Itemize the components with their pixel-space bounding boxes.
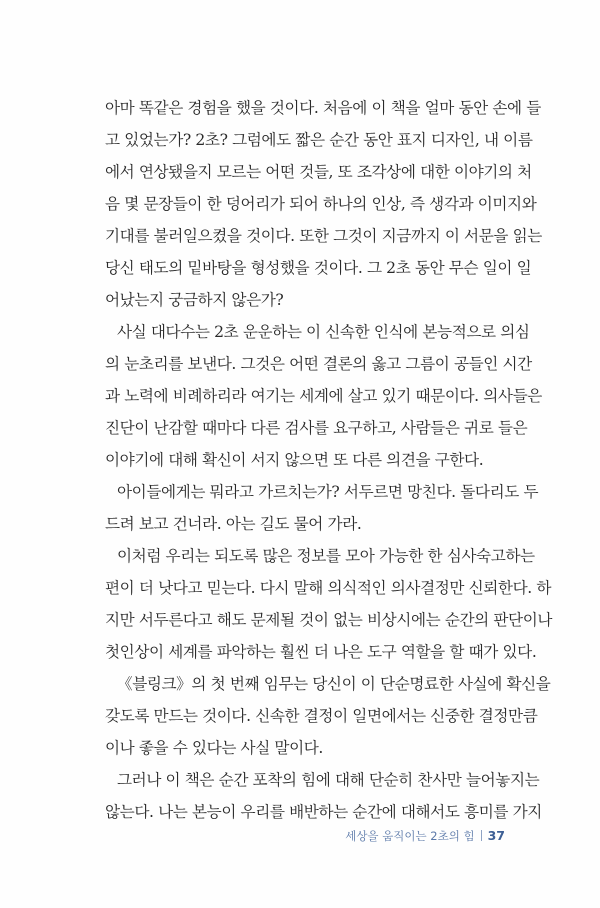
page-number: 37 bbox=[487, 828, 505, 843]
text-line: 당신 태도의 밑바탕을 형성했을 것이다. 그 2초 동안 무슨 일이 일 bbox=[105, 259, 532, 277]
text-line: 어났는지 궁금하지 않은가? bbox=[105, 291, 284, 309]
text-line: 이야기에 대해 확신이 서지 않으면 또 다른 의견을 구한다. bbox=[105, 451, 484, 469]
text-line: 에서 연상됐을지 모르는 어떤 것들, 또 조각상에 대한 이야기의 처 bbox=[105, 163, 532, 181]
text-line: 아마 똑같은 경험을 했을 것이다. 처음에 이 책을 얼마 동안 손에 들 bbox=[105, 99, 541, 117]
text-line: 음 몇 문장들이 한 덩어리가 되어 하나의 인상, 즉 생각과 이미지와 bbox=[105, 195, 537, 213]
text-line: 과 노력에 비례하리라 여기는 세계에 살고 있기 때문이다. 의사들은 bbox=[105, 387, 542, 405]
text-line: 그러나 이 책은 순간 포착의 힘에 대해 단순히 찬사만 늘어놓지는 bbox=[117, 771, 540, 789]
text-line: 사실 대다수는 2초 운운하는 이 신속한 인식에 본능적으로 의심 bbox=[117, 323, 530, 341]
text-line: 《블링크》의 첫 번째 임무는 당신이 이 단순명료한 사실에 확신을 bbox=[117, 675, 551, 693]
text-line: 이처럼 우리는 되도록 많은 정보를 모아 가능한 한 심사숙고하는 bbox=[117, 547, 535, 565]
text-line: 지만 서두른다고 해도 문제될 것이 없는 비상시에는 순간의 판단이나 bbox=[105, 611, 553, 629]
text-line: 갖도록 만드는 것이다. 신속한 결정이 일면에서는 신중한 결정만큼 bbox=[105, 707, 538, 725]
text-line: 이나 좋을 수 있다는 사실 말이다. bbox=[105, 739, 323, 757]
text-line: 편이 더 낫다고 믿는다. 다시 말해 의식적인 의사결정만 신뢰한다. 하 bbox=[105, 579, 552, 597]
text-line: 첫인상이 세계를 파악하는 훨씬 더 나은 도구 역할을 할 때가 있다. bbox=[105, 643, 537, 661]
page-footer bbox=[345, 826, 505, 846]
text-line: 기대를 불러일으켰을 것이다. 또한 그것이 지금까지 이 서문을 읽는 bbox=[105, 227, 542, 245]
text-line: 고 있었는가? 2초? 그럼에도 짧은 순간 동안 표지 디자인, 내 이름 bbox=[105, 131, 533, 149]
running-title: 세상을 움직이는 2초의 힘 bbox=[345, 829, 475, 843]
text-line: 드려 보고 건너라. 아는 길도 물어 가라. bbox=[105, 515, 362, 533]
text-line: 의 눈초리를 보낸다. 그것은 어떤 결론의 옳고 그름이 공들인 시간 bbox=[105, 355, 532, 373]
footer-separator bbox=[481, 830, 482, 841]
text-line: 진단이 난감할 때마다 다른 검사를 요구하고, 사람들은 귀로 들은 bbox=[105, 419, 528, 437]
text-line: 않는다. 나는 본능이 우리를 배반하는 순간에 대해서도 흥미를 가지 bbox=[105, 803, 542, 821]
body-text bbox=[105, 92, 553, 828]
text-line: 아이들에게는 뭐라고 가르치는가? 서두르면 망친다. 돌다리도 두 bbox=[117, 483, 539, 501]
